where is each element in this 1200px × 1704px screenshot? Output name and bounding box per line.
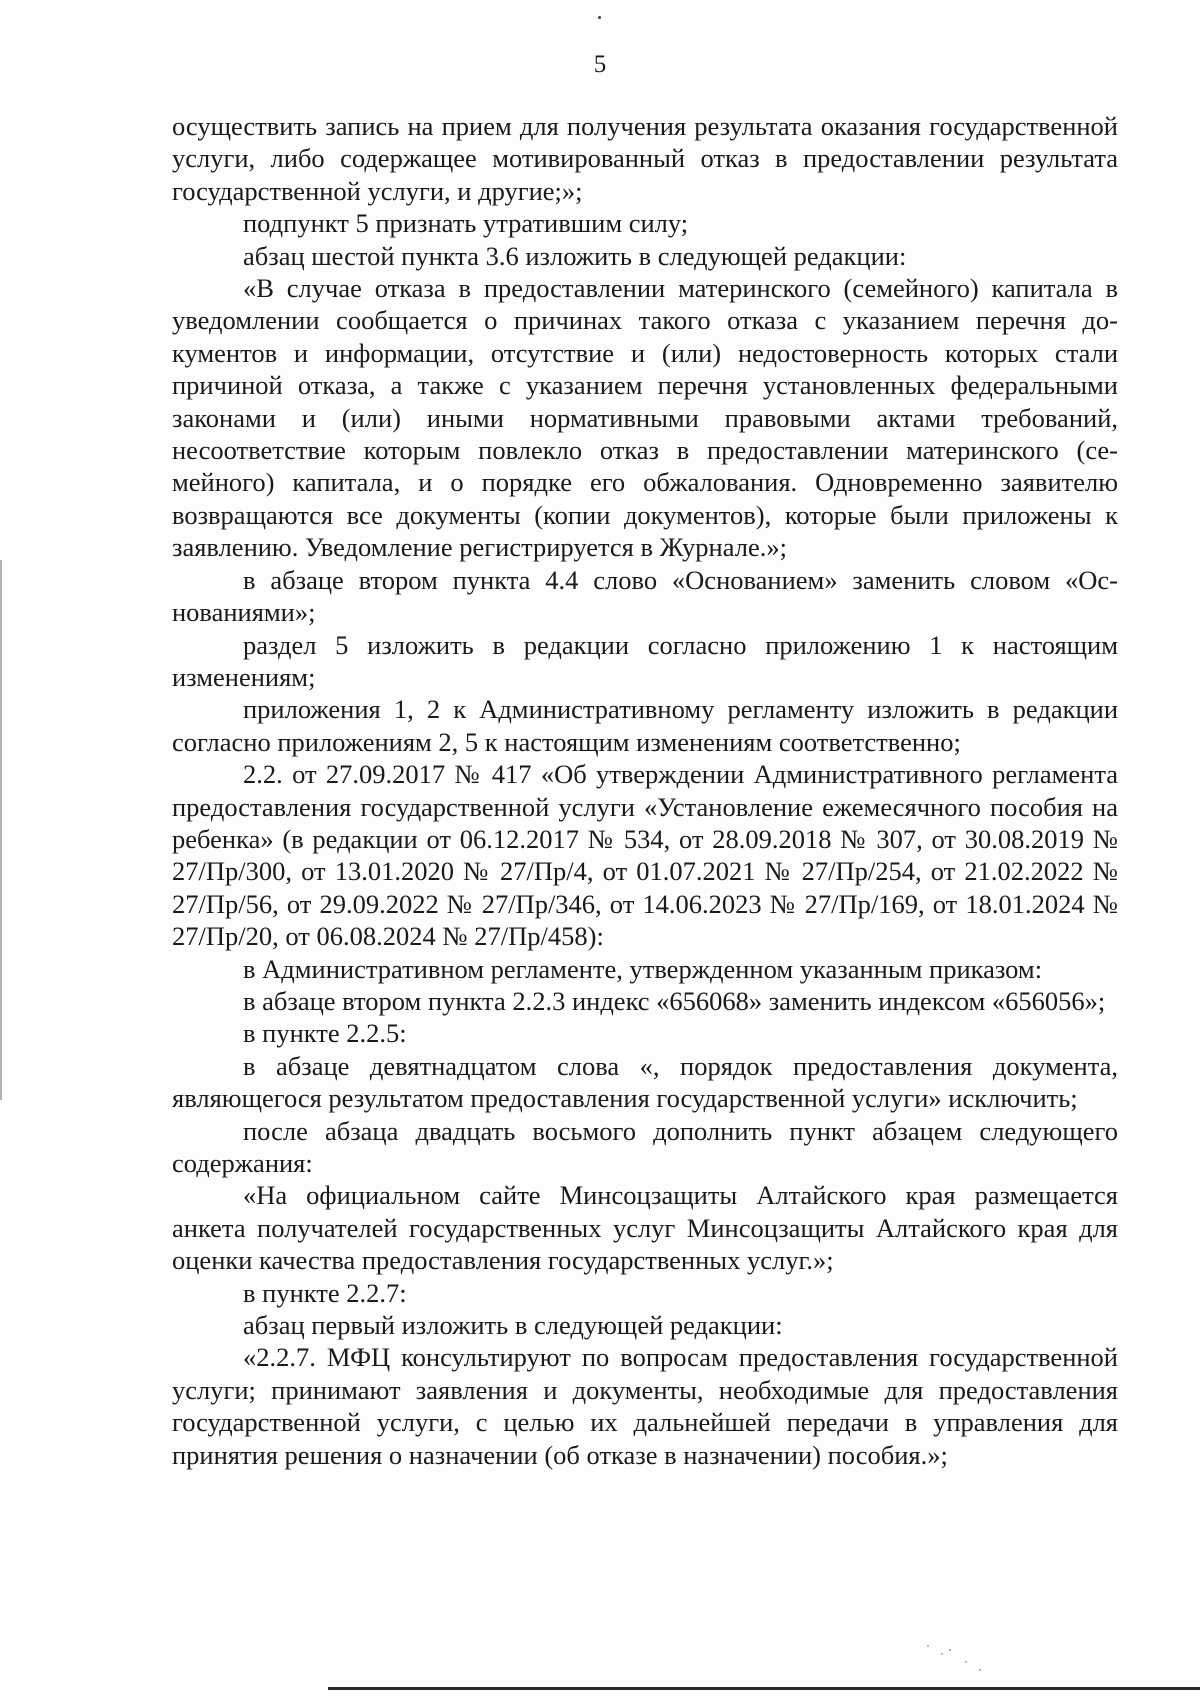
page-number: 5 xyxy=(593,51,607,78)
paragraph: абзац шестой пункта 3.6 изложить в следующей редакции: xyxy=(243,240,907,271)
paragraph: абзац первый изложить в следующей редакции: xyxy=(243,1310,783,1341)
paragraph: в пункте 2.2.7: xyxy=(243,1277,407,1308)
scan-edge xyxy=(0,560,2,1100)
footer-rule xyxy=(328,1687,1200,1690)
paragraph: «На официальном сайте Минсоцзащиты Алтайского края размещается анкета получателей государственных услуг Минсоцзащиты Алтайского края для оценки качества предоставления государственных услуг.»; xyxy=(172,1180,1118,1276)
paragraph: «2.2.7. МФЦ консультируют по вопросам предоставления государственной услуги; принимают заявления и документы, необходимые для предоставления государственной услуги, с целью их дальнейшей передачи в управления для принятия решения о назначении (об отказе в назначении) пособия.»; xyxy=(172,1342,1118,1470)
paragraph: в Административном регламенте, утвержденном указанным приказом: xyxy=(243,953,1043,984)
paragraph: в абзаце втором пункта 4.4 слово «Основанием» заменить словом «Основаниями»; xyxy=(172,564,1118,628)
paragraph: «В случае отказа в предоставлении материнского (семейного) капитала в уведомлении сообщается о причинах такого отказа с указанием перечня документов и информации, отсутствие и (или) недостоверность которых стали причиной отказа, а также с указанием перечня установленных федеральными законами и (или) иными нормативными правовыми актами требований, несоответствие которым повлекло отказ в предоставлении материнского (семейного) капитала, и о порядке его обжалования. Одновременно заявителю возвращаются все документы (копии документов), которые были приложены к заявлению. Уведомление регистрируется в Журнале.»; xyxy=(172,273,1118,563)
paragraph: в абзаце девятнадцатом слова «, порядок предоставления документа, являющегося результатом предоставления государственной услуги» исключить; xyxy=(172,1050,1118,1114)
paragraph: после абзаца двадцать восьмого дополнить пункт абзацем следующего содержания: xyxy=(172,1115,1118,1178)
paragraph: раздел 5 изложить в редакции согласно приложению 1 к настоящим изменениям; xyxy=(172,629,1118,692)
scan-speckle xyxy=(920,1640,1000,1680)
paragraph: 2.2. от 27.09.2017 № 417 «Об утверждении Административного регламента предоставления государственной услуги «Установление ежемесячного пособия на ребенка» (в редакции от 06.12.2017 № 534, от 28.09.2018 № 307, от 30.08.2019 № 27/Пр/300, от 13.01.2020 № 27/Пр/4, от 01.07.2021 № 27/Пр/254, от 21.02.2022 № 27/Пр/56, от 29.09.2022 № 27/Пр/346, от 14.06.2023 № 27/Пр/169, от 18.01.2024 № 27/Пр/20, от 06.08.2024 № 27/Пр/458): xyxy=(172,759,1118,952)
paragraph: в абзаце втором пункта 2.2.3 индекс «656068» заменить индексом «656056»; xyxy=(243,985,1106,1016)
paragraph: в пункте 2.2.5: xyxy=(243,1018,407,1049)
document-body xyxy=(172,110,1118,1471)
paragraph: подпункт 5 признать утратившим силу; xyxy=(243,208,689,239)
scan-dot xyxy=(598,16,601,19)
paragraph: приложения 1, 2 к Административному регламенту изложить в редакции согласно приложениям 2, 5 к настоящим изменениям соответственно; xyxy=(172,694,1118,757)
paragraph: осуществить запись на прием для получения результата оказания государственной услуги, либо содержащее мотивированный отказ в предоставлении результата государственной услуги, и другие;»; xyxy=(172,111,1118,206)
